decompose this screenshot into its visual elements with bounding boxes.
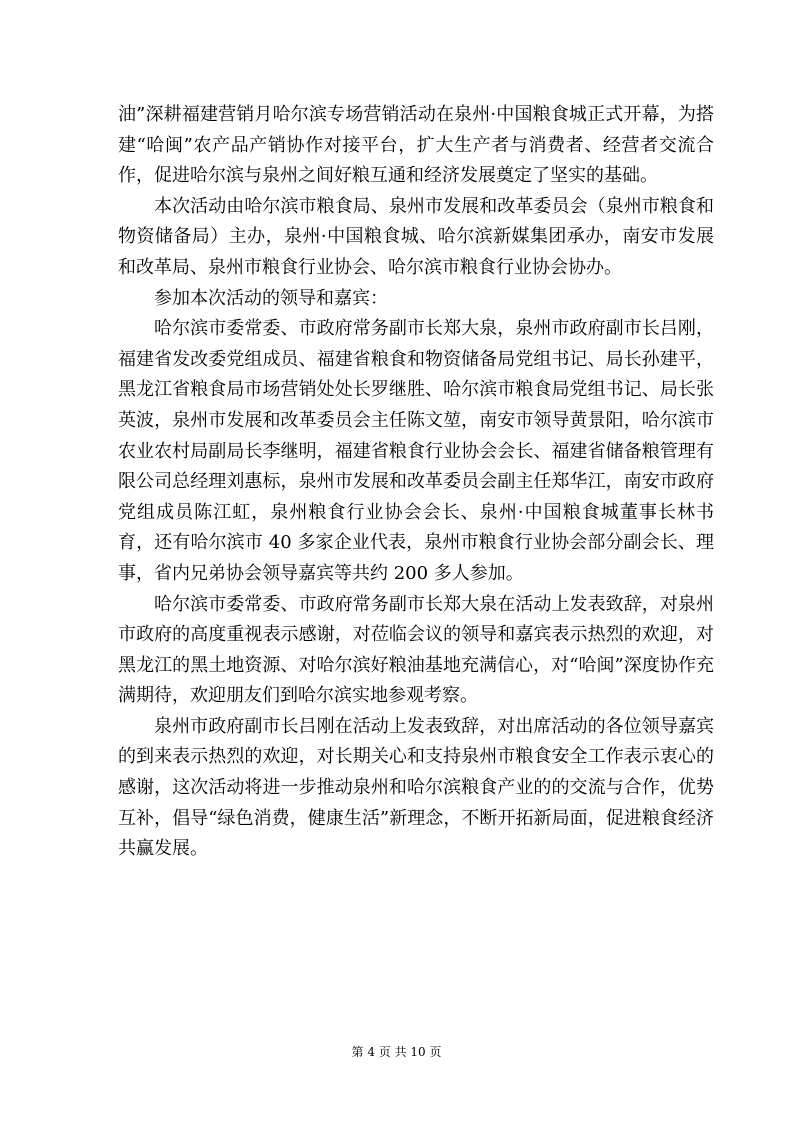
paragraph-3: 参加本次活动的领导和嘉宾： (154, 287, 388, 309)
page-number: 第 4 页 共 10 页 (351, 1045, 442, 1059)
page-footer (0, 1044, 793, 1060)
paragraph-6: 泉州市政府副市长吕刚在活动上发表致辞，对出席活动的各位领导嘉宾的到来表示热烈的欢迎，对长期关心和支持泉州市粮食安全工作表示衷心的感谢，这次活动将进一步推动泉州和哈尔滨粮食产业的的交流与合作，优势互补，倡导“绿色消费，健康生活”新理念，不断开拓新局面，促进粮食经济共赢发展。 (118, 715, 714, 860)
paragraph-2: 本次活动由哈尔滨市粮食局、泉州市发展和改革委员会（泉州市粮食和物资储备局）主办，泉州·中国粮食城、哈尔滨新媒集团承办，南安市发展和改革局、泉州市粮食行业协会、哈尔滨市粮食行业协会协办。 (118, 195, 714, 278)
paragraph-1: 油”深耕福建营销月哈尔滨专场营销活动在泉州·中国粮食城正式开幕，为搭建“哈闽”农产品产销协作对接平台，扩大生产者与消费者、经营者交流合作，促进哈尔滨与泉州之间好粮互通和经济发展奠定了坚实的基础。 (118, 104, 714, 187)
paragraph-5: 哈尔滨市委常委、市政府常务副市长郑大泉在活动上发表致辞，对泉州市政府的高度重视表示感谢，对莅临会议的领导和嘉宾表示热烈的欢迎，对黑龙江的黑土地资源、对哈尔滨好粮油基地充满信心，对“哈闽”深度协作充满期待，欢迎朋友们到哈尔滨实地参观考察。 (118, 593, 714, 707)
document-body (118, 100, 714, 865)
paragraph-4: 哈尔滨市委常委、市政府常务副市长郑大泉，泉州市政府副市长吕刚，福建省发改委党组成员、福建省粮食和物资储备局党组书记、局长孙建平，黑龙江省粮食局市场营销处处长罗继胜、哈尔滨市粮食局党组书记、局长张英波，泉州市发展和改革委员会主任陈文堃，南安市领导黄景阳，哈尔滨市农业农村局副局长李继明，福建省粮食行业协会会长、福建省储备粮管理有限公司总经理刘惠标，泉州市发展和改革委员会副主任郑华江，南安市政府党组成员陈江虹，泉州粮食行业协会会长、泉州·中国粮食城董事长林书育，还有哈尔滨市 40 多家企业代表，泉州市粮食行业协会部分副会长、理事，省内兄弟协会领导嘉宾等共约 200 多人参加。 (118, 318, 714, 584)
